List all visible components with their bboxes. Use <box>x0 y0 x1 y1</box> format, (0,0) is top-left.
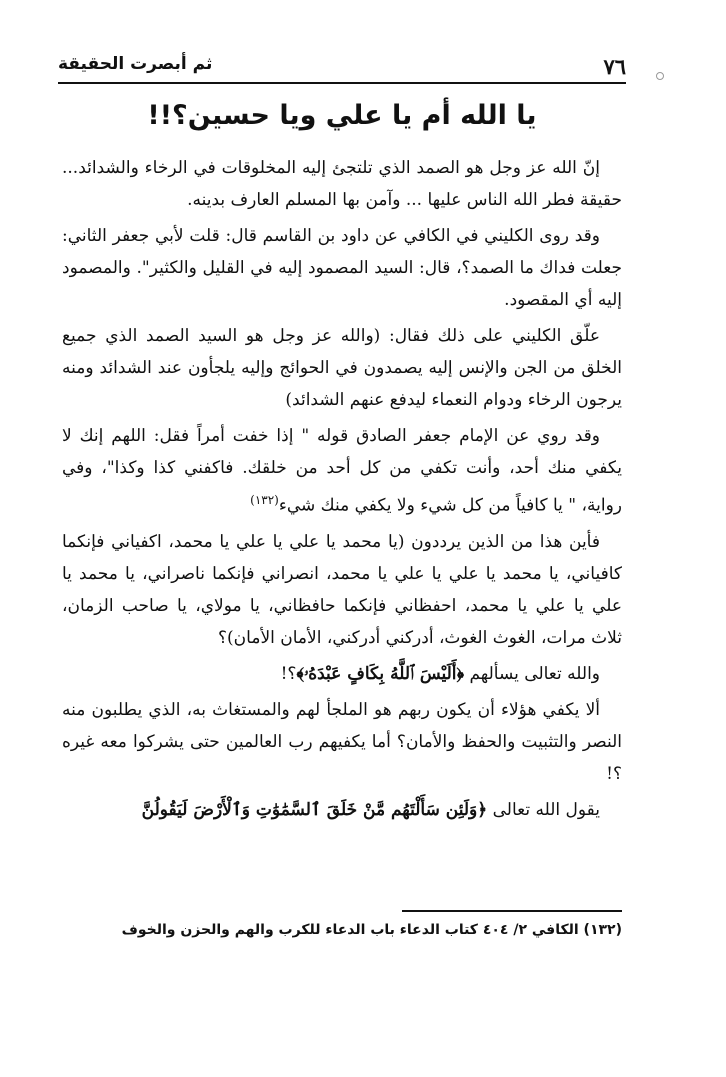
paragraph-2: وقد روى الكليني في الكافي عن داود بن القاسم قال: قلت لأبي جعفر الثاني: جعلت فداك ما الصمد؟، قال: السيد المصمود إليه في القليل والكثير". والمصمود إليه أي المقصود. <box>62 226 622 310</box>
verse-paragraph-2 <box>62 794 622 826</box>
page-number: ٧٦ <box>603 54 626 79</box>
header-divider <box>58 82 626 84</box>
paragraph-1: إنّ الله عز وجل هو الصمد الذي تلتجئ إليه المخلوقات في الرخاء والشدائد... حقيقة فطر الله الناس عليها ... وآمن بها المسلم العارف بدينه. <box>62 158 622 210</box>
page-header <box>58 50 626 80</box>
verse-paragraph-1 <box>62 658 622 690</box>
paragraph-3: علّق الكليني على ذلك فقال: (والله عز وجل هو السيد الصمد الذي جميع الخلق من الجن والإنس إليه يصمدون في الحوائج وإليه يلجأون عند الشدائد ومنه يرجون الرخاء ودوام النعماء ليدفع عنهم الشدائد) <box>62 326 622 410</box>
scan-speck <box>656 72 664 80</box>
verse-1-prefix: والله تعالى يسألهم <box>469 663 600 684</box>
paragraph-6: ألا يكفي هؤلاء أن يكون ربهم هو الملجأ لهم والمستغاث به، الذي يطلبون منه النصر والتثبيت والحفظ والأمان؟ أما يكفيهم رب العالمين حتى يشركوا معه غيره ؟! <box>62 699 622 784</box>
quran-verse-2: ﴿وَلَئِن سَأَلْتَهُم مَّنْ خَلَقَ ٱلسَّمَٰوَٰتِ وَٱلْأَرْضَ لَيَقُولُنَّ <box>141 799 488 820</box>
footnote-divider <box>402 910 622 912</box>
footnote: (١٣٢) الكافي ٢/ ٤٠٤ كتاب الدعاء باب الدعاء للكرب والهم والحزن والخوف <box>121 922 622 938</box>
running-title: ثم أبصرت الحقيقة <box>58 54 213 74</box>
chapter-title: يا الله أم يا علي ويا حسين؟!! <box>147 100 537 131</box>
verse-1-suffix: ؟! <box>280 663 297 684</box>
paragraph-5: فأين هذا من الذين يرددون (يا محمد يا علي يا علي يا محمد، اكفياني فإنكما كافياني، يا محمد يا علي يا علي يا محمد، انصراني فإنكما ناصراني، يا محمد يا علي يا علي يا محمد، احفظاني فإنكما حافظاني، يا مولاي، يا صاحب الزمان، ثلاث مرات، الغوث الغوث، أدركني أدركني، الأمان الأمان)؟ <box>62 531 622 648</box>
body-text <box>62 152 622 830</box>
verse-2-prefix: يقول الله تعالى <box>492 799 600 820</box>
footnote-reference: (١٣٢) <box>250 493 279 507</box>
paragraph-4-text: وقد روي عن الإمام جعفر الصادق قوله " إذا خفت أمراً فقل: اللهم إنك لا يكفي منك أحد، وأنت تكفي من كل أحد من خلقك. فاكفني كذا وكذا"، وفي رواية، " يا كافياً من كل شيء ولا يكفي منك شيء <box>62 426 622 516</box>
quran-verse-1: ﴿أَلَيْسَ ٱللَّهُ بِكَافٍ عَبْدَهُۥ﴾ <box>296 663 465 684</box>
paragraph-4 <box>62 420 622 522</box>
